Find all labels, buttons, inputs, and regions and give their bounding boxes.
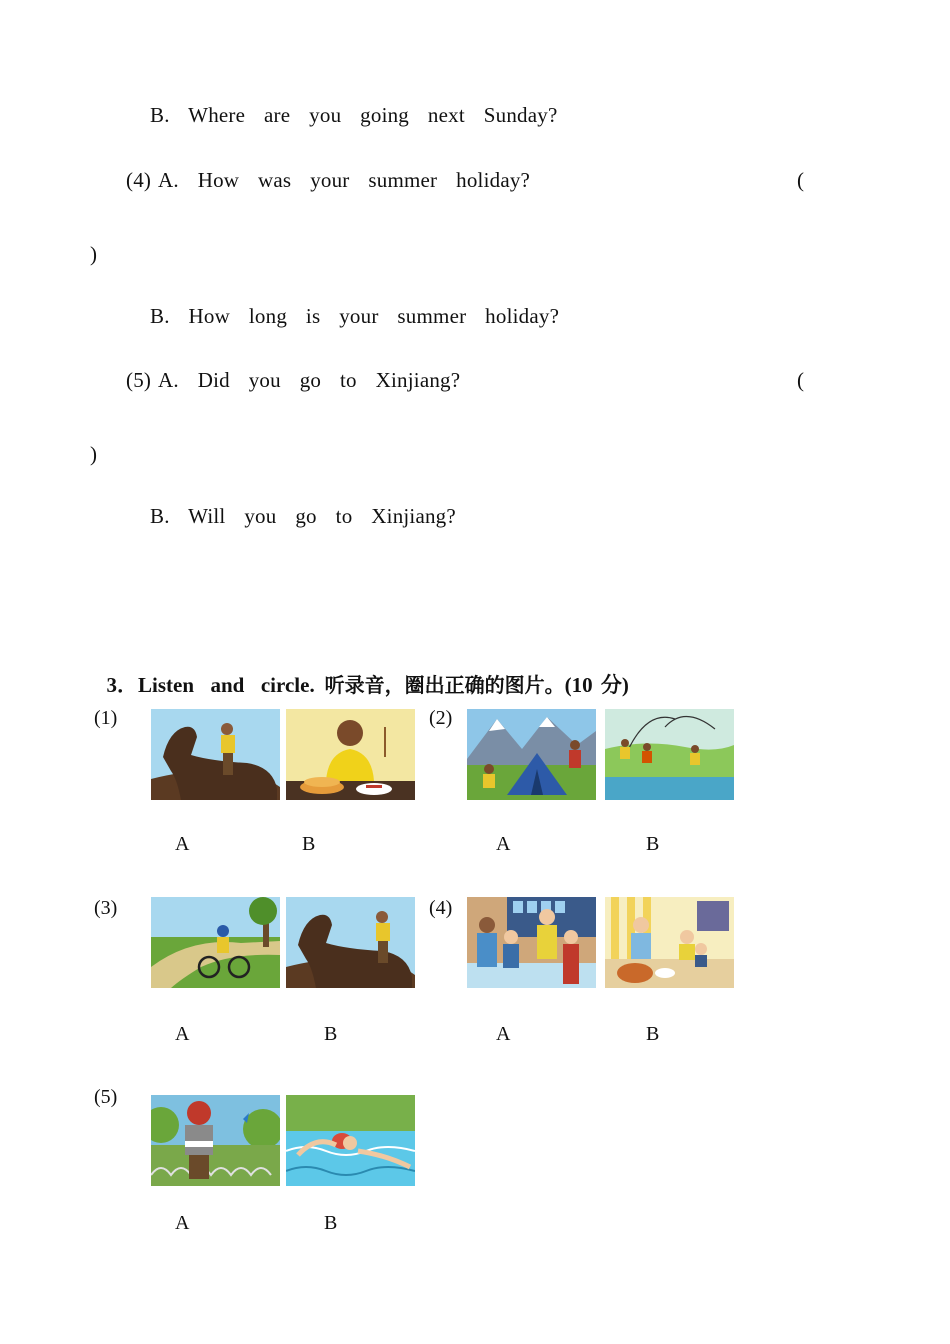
item-4-label-b: B — [646, 1023, 660, 1045]
section-3-title-en: Listen and circle. — [138, 673, 315, 697]
q5-option-a: A. Did you go to Xinjiang? — [158, 368, 461, 392]
fishing-illustration — [605, 709, 734, 800]
item-5-number: (5) — [94, 1086, 118, 1108]
item-5-label-a: A — [175, 1212, 190, 1234]
cycling-illustration — [151, 897, 280, 988]
camping-illustration — [467, 709, 596, 800]
swimming-illustration — [286, 1095, 415, 1186]
item-2-label-b: B — [646, 833, 660, 855]
item-3-number: (3) — [94, 897, 118, 919]
item-2-label-a: A — [496, 833, 511, 855]
item-3-picture-a[interactable] — [151, 897, 280, 988]
q4-option-b: B. How long is your summer holiday? — [150, 304, 560, 328]
boy-taking-photos-illustration — [151, 1095, 280, 1186]
item-1-picture-a[interactable] — [151, 709, 280, 800]
q5-answer-close: ) — [90, 442, 98, 466]
item-4-picture-a[interactable] — [467, 897, 596, 988]
q4-answer-close: ) — [90, 242, 98, 266]
item-5-picture-a[interactable] — [151, 1095, 280, 1186]
horse-rider-illustration — [286, 897, 415, 988]
item-1-label-b: B — [302, 833, 316, 855]
q4-option-a: A. How was your summer holiday? — [158, 168, 531, 192]
family-shopping-illustration — [467, 897, 596, 988]
item-4-label-a: A — [496, 1023, 511, 1045]
section-3-title-cn: 听录音，圈出正确的图片。 — [314, 673, 565, 697]
q4-number: (4) — [126, 168, 152, 192]
q5-number: (5) — [126, 368, 152, 392]
item-3-picture-b[interactable] — [286, 897, 415, 988]
horse-rider-illustration — [151, 709, 280, 800]
item-5-label-b: B — [324, 1212, 338, 1234]
item-2-picture-b[interactable] — [605, 709, 734, 800]
section-3-number: 3． — [106, 673, 138, 697]
section-3-heading — [90, 644, 629, 699]
item-5-picture-b[interactable] — [286, 1095, 415, 1186]
boy-eating-illustration — [286, 709, 415, 800]
item-3-label-a: A — [175, 1023, 190, 1045]
q5-option-b: B. Will you go to Xinjiang? — [150, 504, 456, 528]
item-3-label-b: B — [324, 1023, 338, 1045]
item-1-label-a: A — [175, 833, 190, 855]
item-4-picture-b[interactable] — [605, 897, 734, 988]
item-1-picture-b[interactable] — [286, 709, 415, 800]
q5-answer-open: ( — [797, 368, 805, 392]
section-3-score: (10 分) — [564, 673, 629, 697]
item-2-number: (2) — [429, 707, 453, 729]
q4-answer-open: ( — [797, 168, 805, 192]
q3-option-b: B. Where are you going next Sunday? — [150, 103, 558, 127]
family-dinner-illustration — [605, 897, 734, 988]
item-2-picture-a[interactable] — [467, 709, 596, 800]
item-4-number: (4) — [429, 897, 453, 919]
item-1-number: (1) — [94, 707, 118, 729]
